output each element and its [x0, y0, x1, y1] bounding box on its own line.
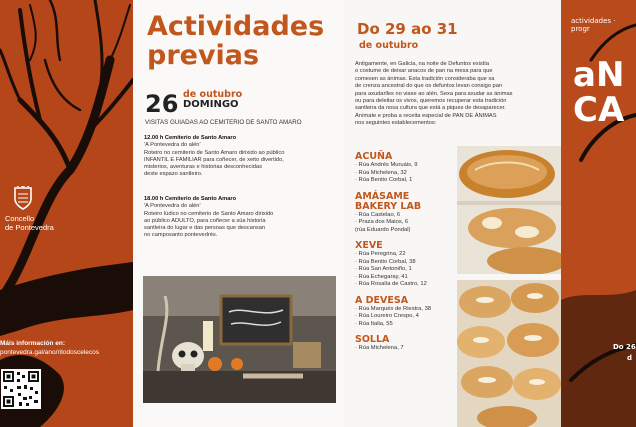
intro-line: ou para deleitar os vivos, queremos recuperar esta tradición: [355, 98, 507, 105]
shop-address: · Rúa Andrés Muruáis, 9: [355, 162, 418, 168]
shop-address: · Rúa Marqués de Riestra, 38: [355, 305, 432, 312]
intro-line: o costume de deixar anacos de pan na mesa para que: [355, 68, 493, 75]
page-title: [147, 12, 324, 70]
shop-address: · Rúa Michelena, 32: [355, 169, 407, 176]
cover-big-text-2: CA: [573, 90, 625, 130]
cover-big-text-1: aN: [573, 55, 625, 95]
shop-acuna: [355, 152, 455, 185]
concello-logo: [5, 186, 65, 232]
event-desc: santleira do lugar e das persoas que descansan: [144, 225, 266, 232]
intro-line: comesen as ánimas. Esta tradición consideraba que xa: [355, 75, 495, 82]
more-info: [0, 339, 120, 357]
shop-address: · Rúa Benito Corbal, 38: [355, 258, 416, 265]
event-desc: Roteiro no cemiterio de Santo Amaro dirixido ao público: [144, 149, 285, 156]
title-line-1: Actividades: [147, 11, 325, 42]
date-range: Do 29 ao 31: [357, 20, 458, 38]
shop-solla: [355, 335, 455, 353]
event-desc: deste espazo santleiro.: [144, 171, 203, 178]
cemetery-altar-photo: [143, 276, 336, 403]
event-desc: no camposanto pontevedrés.: [144, 232, 218, 239]
more-info-url[interactable]: pontevedra.gal/ano/ritodoscelecos: [0, 349, 100, 356]
qr-code-icon[interactable]: [1, 369, 41, 409]
logo-line-2: de Pontevedra: [5, 223, 54, 232]
event-desc: Roteiro lúdico no cemiterio de Santo Amaro dirixido: [144, 210, 274, 217]
shop-name: A DEVESA: [355, 294, 409, 306]
shop-address: · Rúa Benito Corbal, 1: [355, 177, 413, 183]
shop-a-devesa: [355, 296, 455, 329]
bread-of-souls-panel: [343, 0, 561, 427]
title-line-2: previas: [147, 40, 260, 71]
shop-name: XEVE: [355, 240, 383, 251]
visits-subtitle: VISITAS GUIADAS AO CEMITERIO DE SANTO AMARO: [145, 119, 302, 126]
event-desc: misterios, aventuras e historias desconhecidas: [144, 164, 262, 171]
shop-address: (rúa Eduardo Pondal): [355, 226, 411, 233]
shop-address: · Rúa Peregrina, 22: [355, 251, 406, 257]
day-number: 26: [145, 90, 179, 118]
cover-bottom-text-1: Do 26: [613, 343, 636, 351]
logo-line-1: Concello: [5, 214, 35, 223]
intro-text: [355, 61, 553, 128]
event-evening: [144, 196, 334, 240]
intro-line: santleira da nosa cultura que está a piques de desaparecer.: [355, 105, 506, 112]
event-heading: 18.00 h Cemiterio de Santo Amaro: [144, 196, 237, 202]
left-panel: [0, 0, 133, 427]
shop-address: · Praza dos Maios, 6: [355, 219, 409, 225]
shop-address: · Rúa San Antoniño, 1: [355, 266, 412, 272]
pan-de-animas-photo-2: [457, 280, 561, 427]
shop-name: AMÁSAME: [355, 190, 410, 202]
activities-panel: [133, 0, 343, 427]
shop-address: · Rúa Castelao, 6: [355, 211, 401, 218]
shop-address: · Rúa Italia, 55: [355, 320, 393, 327]
month-label: de outubro: [359, 40, 419, 51]
intro-line: Antigamente, en Galicia, na noite de Defuntos existía: [355, 61, 490, 67]
event-heading: 12.00 h Cemiterio de Santo Amaro: [144, 135, 237, 141]
cover-panel: [561, 0, 636, 427]
cover-bottom-text-2: d: [627, 354, 633, 362]
shop-name-line-2: BAKERY LAB: [355, 200, 422, 212]
shop-xeve: [355, 241, 455, 289]
shop-name: ACUÑA: [355, 151, 393, 162]
pan-de-animas-photo-1: [457, 146, 561, 274]
shop-list: [355, 152, 455, 360]
more-info-label: Máis información en:: [0, 340, 66, 347]
event-desc: ao público ADULTO, para coñecer a súa historia: [144, 217, 266, 224]
event-quote: 'A Pontevedra do alén': [144, 142, 201, 149]
event-desc: INFANTIL E FAMILIAR para coñecer, de xeito divertido,: [144, 156, 284, 163]
month-label: de outubro: [183, 89, 243, 100]
shield-icon: [13, 186, 33, 210]
shop-address: · Rúa Loureiro Crespo, 4: [355, 313, 419, 319]
shop-address: · Rúa Rosalía de Castro, 12: [355, 281, 427, 287]
event-quote: 'A Pontevedra do alén': [144, 203, 201, 210]
shop-address: · Rúa Michelena, 7: [355, 345, 404, 351]
intro-line: Anímate e proba a receita especial de PAN DE ÁNIMAS: [355, 112, 497, 119]
intro-line: de crenza ancestral do que os defuntos levan consigo pan: [355, 83, 503, 90]
intro-line: nos seguintes establecementos:: [355, 120, 437, 127]
cover-top-text: actividades · progr: [571, 17, 616, 33]
intro-line: para axudarlles no viaxe ao alén. Sexa para axudar as ánimas: [355, 90, 513, 97]
shop-amasame: [355, 192, 455, 235]
shop-address: · Rúa Echegaray, 41: [355, 273, 408, 280]
event-morning: [144, 135, 334, 179]
weekday-label: DOMINGO: [183, 99, 239, 110]
shop-name: SOLLA: [355, 334, 390, 345]
